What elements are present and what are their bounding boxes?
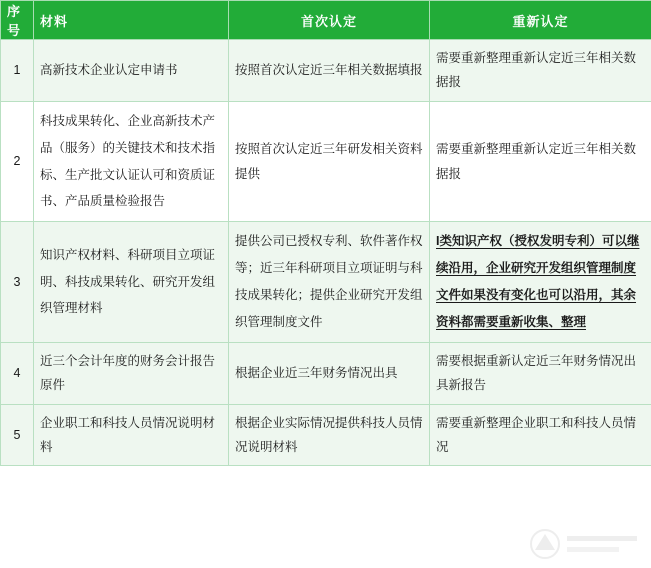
row-index: 5 [1,404,34,466]
row-first-recognition: 按照首次认定近三年研发相关资料提供 [229,101,430,222]
table-row [1,101,651,222]
row-material: 高新技术企业认定申请书 [34,40,229,102]
row-material: 知识产权材料、科研项目立项证明、科技成果转化、研究开发组织管理材料 [34,222,229,343]
column-header-material: 材料 [34,1,229,40]
row-re-recognition: 需要重新整理企业职工和科技人员情况 [430,404,651,466]
row-index: 1 [1,40,34,102]
column-header-first-recognition: 首次认定 [229,1,430,40]
row-re-recognition: 需要根据重新认定近三年财务情况出具新报告 [430,342,651,404]
row-first-recognition: 提供公司已授权专利、软件著作权等；近三年科研项目立项证明与科技成果转化；提供企业研究开发组织管理制度文件 [229,222,430,343]
table-row [1,40,651,102]
watermark-logo-icon [525,524,645,564]
row-re-recognition: 需要重新整理重新认定近三年相关数据报 [430,101,651,222]
row-first-recognition: 按照首次认定近三年相关数据填报 [229,40,430,102]
row-first-recognition: 根据企业实际情况提供科技人员情况说明材料 [229,404,430,466]
table-row [1,222,651,343]
table-body [1,40,651,466]
row-index: 2 [1,101,34,222]
row-material: 企业职工和科技人员情况说明材料 [34,404,229,466]
row-first-recognition: 根据企业近三年财务情况出具 [229,342,430,404]
table-row [1,404,651,466]
table-header [1,1,651,40]
row-re-recognition: I类知识产权（授权发明专利）可以继续沿用，企业研究开发组织管理制度文件如果没有变化也可以沿用，其余资料都需要重新收集、整理 [430,222,651,343]
row-index: 4 [1,342,34,404]
row-material: 近三个会计年度的财务会计报告原件 [34,342,229,404]
column-header-index: 序号 [1,1,34,40]
row-index: 3 [1,222,34,343]
table-header-row [1,1,651,40]
table-row [1,342,651,404]
column-header-re-recognition: 重新认定 [430,1,651,40]
row-re-recognition: 需要重新整理重新认定近三年相关数据报 [430,40,651,102]
row-material: 科技成果转化、企业高新技术产品（服务）的关键技术和技术指标、生产批文认证认可和资质证书、产品质量检验报告 [34,101,229,222]
